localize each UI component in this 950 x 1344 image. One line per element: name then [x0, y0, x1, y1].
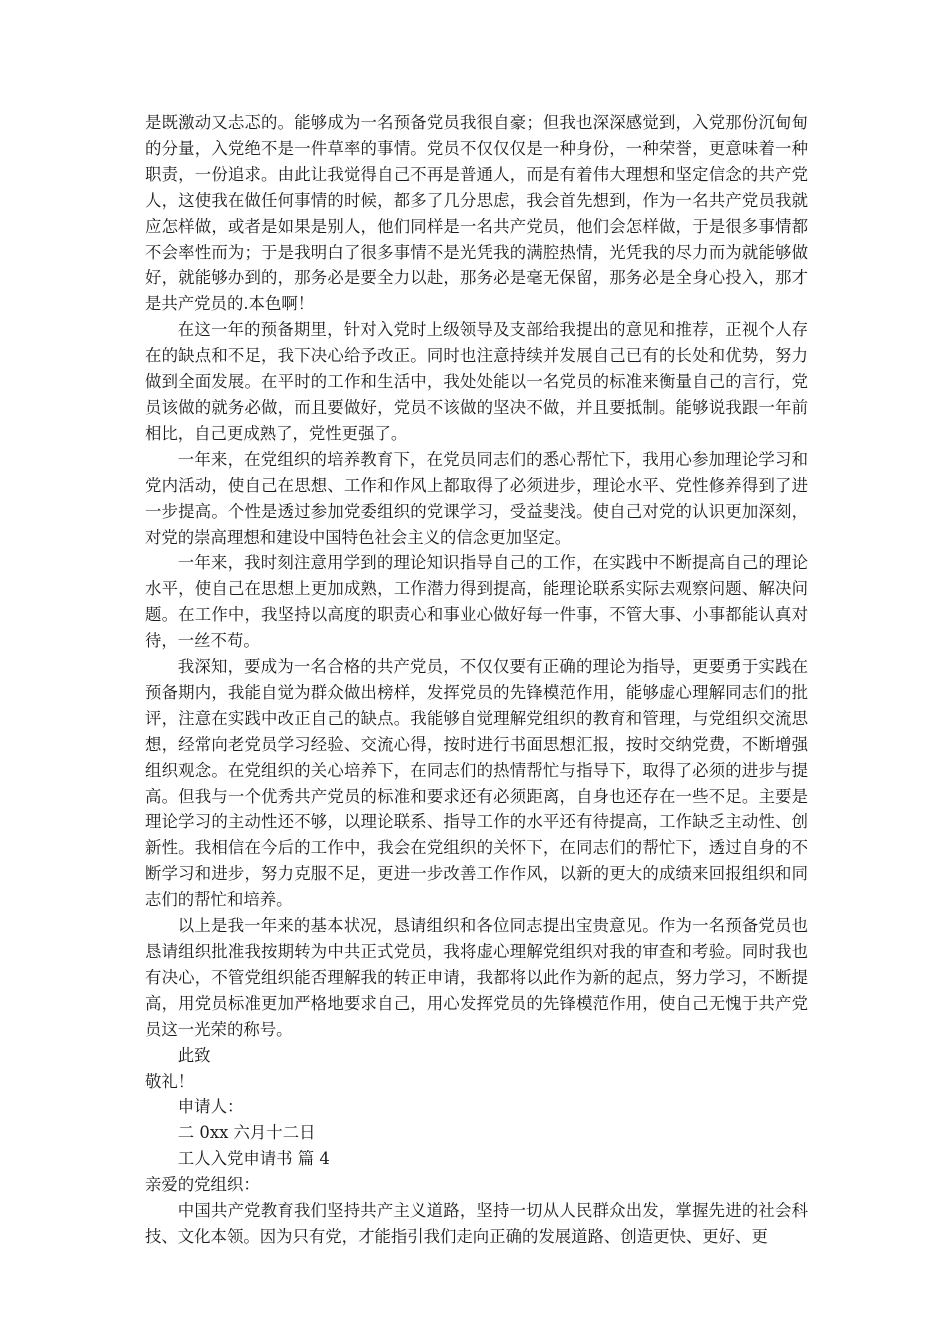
- applicant-line: 申请人：: [177, 1097, 244, 1117]
- greeting-line: 亲爱的党组织：: [145, 1175, 260, 1195]
- paragraph-continuation: 是既激动又忐忑的。能够成为一名预备党员我很自豪；但我也深深感觉到，入党那份沉甸甸的分量，入党绝不是一件草率的事情。党员不仅仅仅是一种身份，一种荣誉，更意味着一种职责，一份追求。由此让我觉得自己不再是普通人，而是有着伟大理想和坚定信念的共产党人，这使我在做任何事情的时候，都多了几分思虑，我会首先想到，作为一名共产党员我就应怎样做，或者是如果是别人，他们同样是一名共产党员，他们会怎样做，于是很多事情都不会率性而为；于是我明白了很多事情不是光凭我的满腔热情，光凭我的尽力而为就能够做好，就能够办到的，那务必是要全力以赴，那务必是毫无保留，那务必是全身心投入，那才是共产党员的.本色啊！: [145, 113, 808, 314]
- section-title: 工人入党申请书 篇 4: [177, 1149, 330, 1169]
- paragraph-party-training: 一年来，在党组织的培养教育下，在党员同志们的悉心帮忙下，我用心参加理论学习和党内活动，使自己在思想、工作和作风上都取得了必须进步，理论水平、党性修养得到了进一步提高。个性是透过参加党委组织的党课学习，受益斐浅。使自己对党的认识更加深刻，对党的崇高理想和建设中国特色社会主义的信念更加坚定。: [145, 449, 808, 547]
- paragraph-next-letter: 中国共产党教育我们坚持共产主义道路，坚持一切从人民群众出发，掌握先进的社会科技、文化本领。因为只有党，才能指引我们走向正确的发展道路、创造更快、更好、更: [145, 1201, 808, 1246]
- closing-line: 此致: [177, 1045, 211, 1065]
- document-page: [145, 110, 808, 1250]
- salute-line: 敬礼！: [145, 1071, 195, 1091]
- paragraph-theory-practice: 一年来，我时刻注意用学到的理论知识指导自己的工作，在实践中不断提高自己的理论水平，使自己在思想上更加成熟，工作潜力得到提高，能理论联系实际去观察问题、解决问题。在工作中，我坚持以高度的职责心和事业心做好每一件事，不管大事、小事都能认真对待，一丝不苟。: [145, 553, 808, 651]
- paragraph-probation-period: 在这一年的预备期里，针对入党时上级领导及支部给我提出的意见和推荐，正视个人存在的缺点和不足，我下决心给予改正。同时也注意持续并发展自己已有的长处和优势，努力做到全面发展。在平时的工作和生活中，我处处能以一名党员的标准来衡量自己的言行，党员该做的就务必做，而且要做好，党员不该做的坚决不做，并且要抵制。能够说我跟一年前相比，自己更成熟了，党性更强了。: [145, 320, 808, 443]
- date-line: 二 0xx 六月十二日: [177, 1123, 316, 1143]
- paragraph-self-assessment: 我深知，要成为一名合格的共产党员，不仅仅要有正确的理论为指导，更要勇于实践在预备期内，我能自觉为群众做出榜样，发挥党员的先锋模范作用，能够虚心理解同志们的批评，注意在实践中改正自己的缺点。我能够自觉理解党组织的教育和管理，与党组织交流思想，经常向老党员学习经验、交流心得，按时进行书面思想汇报，按时交纳党费，不断增强组织观念。在党组织的关心培养下，在同志们的热情帮忙与指导下，取得了必须的进步与提高。但我与一个优秀共产党员的标准和要求还有必须距离，自身也还存在一些不足。主要是理论学习的主动性还不够，以理论联系、指导工作的水平还有待提高，工作缺乏主动性、创新性。我相信在今后的工作中，我会在党组织的关怀下，在同志们的帮忙下，透过自身的不断学习和进步，努力克服不足，更进一步改善工作作风，以新的更大的成绩来回报组织和同志们的帮忙和培养。: [145, 657, 808, 910]
- paragraph-summary-request: 以上是我一年来的基本状况，恳请组织和各位同志提出宝贵意见。作为一名预备党员也恳请组织批准我按期转为中共正式党员，我将虚心理解党组织对我的审查和考验。同时我也有决心，不管党组织能否理解我的转正申请，我都将以此作为新的起点，努力学习，不断提高，用党员标准更加严格地要求自己，用心发挥党员的先锋模范作用，使自己无愧于共产党员这一光荣的称号。: [145, 916, 808, 1039]
